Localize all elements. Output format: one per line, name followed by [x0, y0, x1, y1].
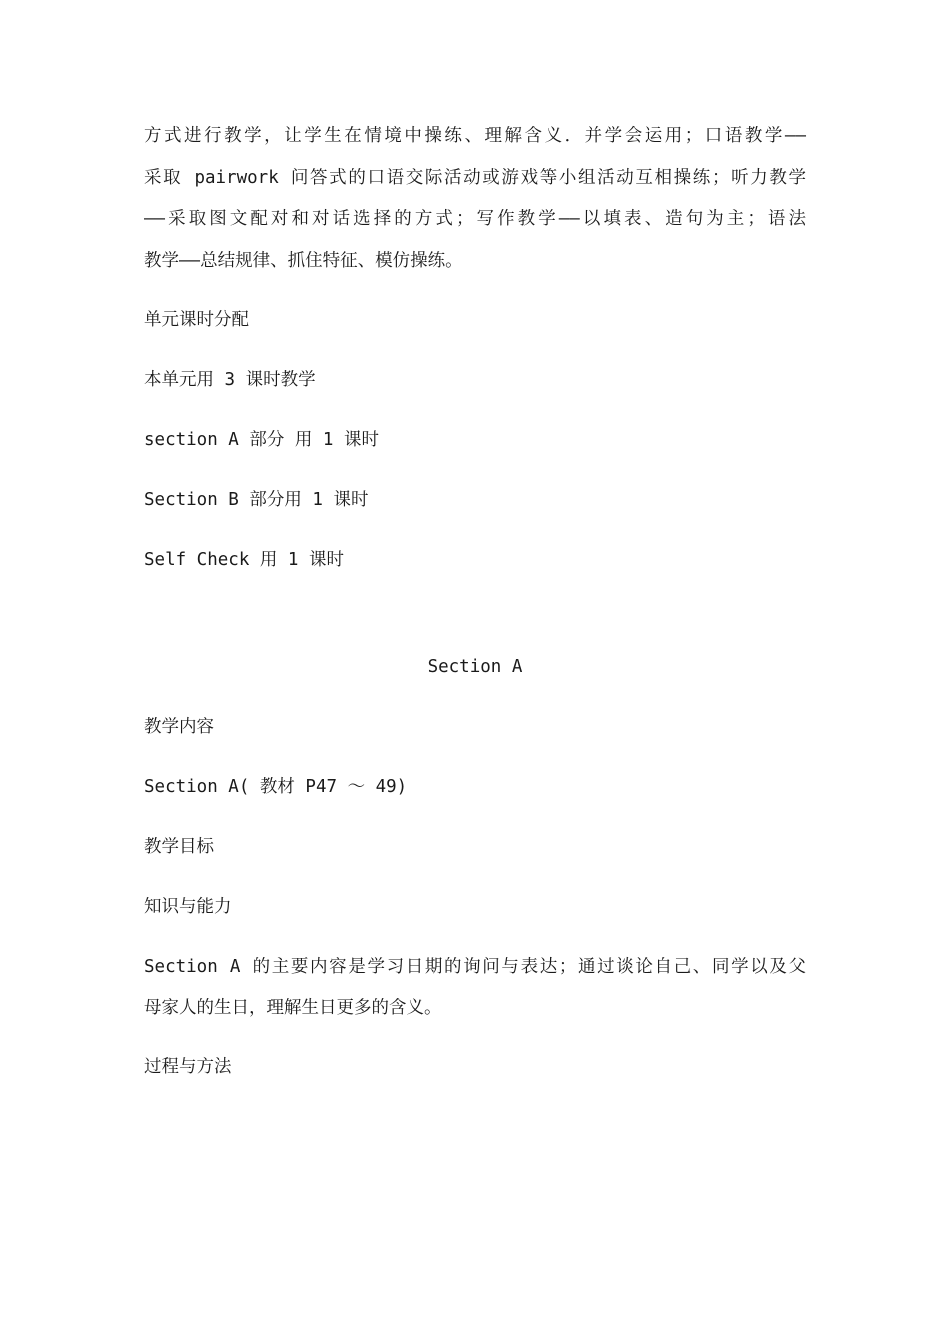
knowledge-line-1: Section A 的主要内容是学习日期的询问与表达；通过谈论自己、同学以及父 [144, 957, 806, 977]
section-title: Section A [427, 657, 523, 677]
intro-line-2: 采取 pairwork 问答式的口语交际活动或游戏等小组活动互相操练；听力教学 [144, 168, 806, 188]
allocation-item-section-a: section A 部分 用 1 课时 [144, 430, 380, 450]
knowledge-heading: 知识与能力 [144, 897, 232, 917]
allocation-heading: 单元课时分配 [144, 310, 249, 330]
process-heading: 过程与方法 [144, 1057, 232, 1077]
allocation-total: 本单元用 3 课时教学 [144, 370, 316, 390]
content-text: Section A( 教材 P47 ～ 49) [144, 777, 408, 797]
intro-line-4: 教学——总结规律、抓住特征、模仿操练。 [144, 251, 463, 271]
intro-line-1: 方式进行教学，让学生在情境中操练、理解含义．并学会运用；口语教学—— [144, 126, 806, 146]
intro-line-3: ——采取图文配对和对话选择的方式；写作教学——以填表、造句为主；语法 [144, 209, 806, 229]
objectives-heading: 教学目标 [144, 837, 214, 857]
content-heading: 教学内容 [144, 717, 214, 737]
allocation-item-self-check: Self Check 用 1 课时 [144, 550, 345, 570]
knowledge-line-2: 母家人的生日，理解生日更多的含义。 [144, 998, 442, 1018]
allocation-item-section-b: Section B 部分用 1 课时 [144, 490, 369, 510]
